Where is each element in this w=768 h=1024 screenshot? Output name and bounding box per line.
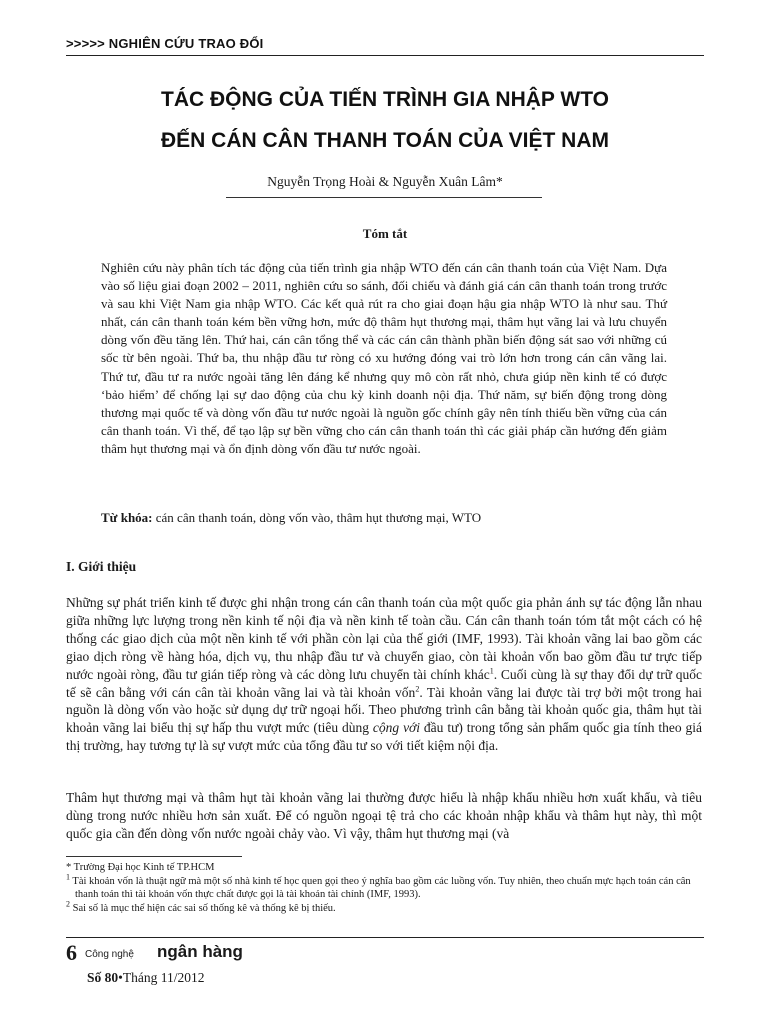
intro-paragraph-2: Thâm hụt thương mại và thâm hụt tài khoản vãng lai thường được hiểu là nhập khẩu nhiều hơn xuất khẩu, và tiêu dùng trong nước nhiều hơn sản xuất. Để có nguồn ngoại tệ trả cho các khoản nhập khẩu và thâm hụt này, thì một quốc gia cần đến dòng vốn nước ngoài chảy vào. Vì vậy, thâm hụt thương mại (và: [66, 790, 702, 841]
issue-date: •Tháng 11/2012: [118, 970, 205, 985]
p1-text-d: đầu tư) trong tổng sản phẩm quốc gia tính theo giá thị trường, hay tương tự là sự vượt mức của tổng đầu tư so với tiết kiệm nội địa.: [66, 720, 703, 754]
p1-text-c: . Tài khoản vãng lai được tài trợ bởi một trong hai nguồn là dòng vốn vào hoặc sử dụng dự trữ ngoại hối. Theo phương trình cân bằng tài khoản quốc gia, thâm hụt tài khoản vãng lai biểu thị sự hấp thu vượt mức (tiêu dùng: [66, 684, 702, 736]
article-title-line-1: TÁC ĐỘNG CỦA TIẾN TRÌNH GIA NHẬP WTO: [161, 88, 609, 111]
issue-number: Số 80: [87, 970, 119, 985]
p1-italic: cộng với: [372, 720, 421, 736]
keywords-label: Từ khóa:: [101, 510, 153, 525]
footnote-ref-2: 2: [415, 684, 420, 694]
abstract-text: Nghiên cứu này phân tích tác động của tiến trình gia nhập WTO đến cán cân thanh toán của Việt Nam. Dựa vào số liệu giai đoạn 2002 – 2011, nghiên cứu so sánh, đối chiếu và đánh giá cán cân thanh toán trong trước và sau khi Việt Nam gia nhập WTO. Các kết quả rút ra cho giai đoạn hậu gia nhập WTO là như sau. Thứ nhất, cán cân thanh toán kém bền vững hơn, mức độ thâm hụt thương mại, thâm hụt vãng lai và lưu chuyển dòng vốn đều tăng lên. Thứ hai, cán cân tổng thể và các cán cân thành phần biến động sát sao với những cú sốc từ bên ngoài. Thứ ba, thu nhập đầu tư ròng có xu hướng đóng vai trò lớn hơn trong cán cân vãng lai. Thứ tư, đầu tư ra nước ngoài tăng lên đáng kể nhưng quy mô còn rất nhỏ, chưa giúp nền kinh tế có được ‘bảo hiểm’ để chống lại sự dao động của chu kỳ kinh doanh nội địa. Thứ năm, sự biến động trong dòng thương mại quốc tế và dòng vốn đầu tư nước ngoài là nguồn gốc chính gây nên tính thiếu bền vững của cán cân thanh toán. Vì thế, để tạo lập sự bền vững cho cán cân thanh toán thì các giải pháp cần hướng đến giảm thâm hụt thương mại và ổn định dòng vốn đầu tư nước ngoài.: [101, 260, 667, 456]
p1-text-b: . Cuối cùng là sự thay đổi dự trữ quốc tế sẽ cân bằng với cán cân tài khoản vãng lai và tài khoản vốn: [66, 666, 702, 700]
footnote-2-mark: 2: [66, 899, 70, 909]
p1-text-a: Những sự phát triển kinh tế được ghi nhận trong cán cân thanh toán của một quốc gia phản ánh sự tác động lẫn nhau giữa những lực lượng trong nền kinh tế nội địa và nền kinh tế toàn cầu. Cán cân thanh toán tóm tắt một cách có hệ thống các giao dịch của một nền kinh tế với phần còn lại của thế giới (IMF, 1993). Tài khoản vãng lai bao gồm các giao dịch ròng về hàng hóa, dịch vụ, thu nhập đầu tư và chuyển giao, còn tài khoản vốn bao gồm đầu tư trực tiếp nước ngoài ròng, đầu tư gián tiếp ròng và các dòng lưu chuyển tài chính khác: [66, 595, 702, 682]
intro-paragraph-1: [66, 594, 702, 755]
footnote-1-mark: 1: [66, 872, 70, 882]
footnote-affiliation: * Trường Đại học Kinh tế TP.HCM: [66, 862, 215, 873]
authors-divider: [226, 197, 542, 198]
footnote-1-text: Tài khoản vốn là thuật ngữ mà một số nhà kinh tế học quen gọi theo ý nghĩa bao gồm các luồng vốn. Tuy nhiên, theo chuẩn mực hạch toán cán cân thanh toán thì tài khoản vốn thực chất được gọi là tài khoản tài chính (IMF, 1993).: [70, 875, 691, 901]
page-number: 6: [66, 940, 77, 965]
header-divider: [66, 55, 704, 56]
footer-divider: [66, 937, 704, 938]
footnotes: [66, 861, 702, 915]
magazine-name-small: Công nghệ: [85, 949, 134, 960]
abstract-heading: Tóm tắt: [362, 226, 408, 241]
footnote-2: [66, 899, 702, 916]
article-authors: Nguyễn Trọng Hoài & Nguyễn Xuân Lâm*: [267, 174, 503, 189]
keywords: [101, 510, 667, 526]
footnote-1: [66, 872, 702, 902]
issue-info: [87, 970, 204, 986]
magazine-name-big: ngân hàng: [157, 942, 243, 961]
section-heading-intro: I. Giới thiệu: [66, 559, 137, 574]
footnote-divider: [66, 856, 242, 857]
article-title-line-2: ĐẾN CÁN CÂN THANH TOÁN CỦA VIỆT NAM: [161, 129, 609, 152]
keywords-list: cán cân thanh toán, dòng vốn vào, thâm hụt thương mại, WTO: [155, 510, 482, 525]
section-label: >>>>> NGHIÊN CỨU TRAO ĐỔI: [66, 36, 264, 51]
footnote-ref-1: 1: [489, 666, 494, 676]
footnote-2-text: Sai số là mục thể hiện các sai số thống kê và thống kê bị thiếu.: [70, 902, 336, 914]
